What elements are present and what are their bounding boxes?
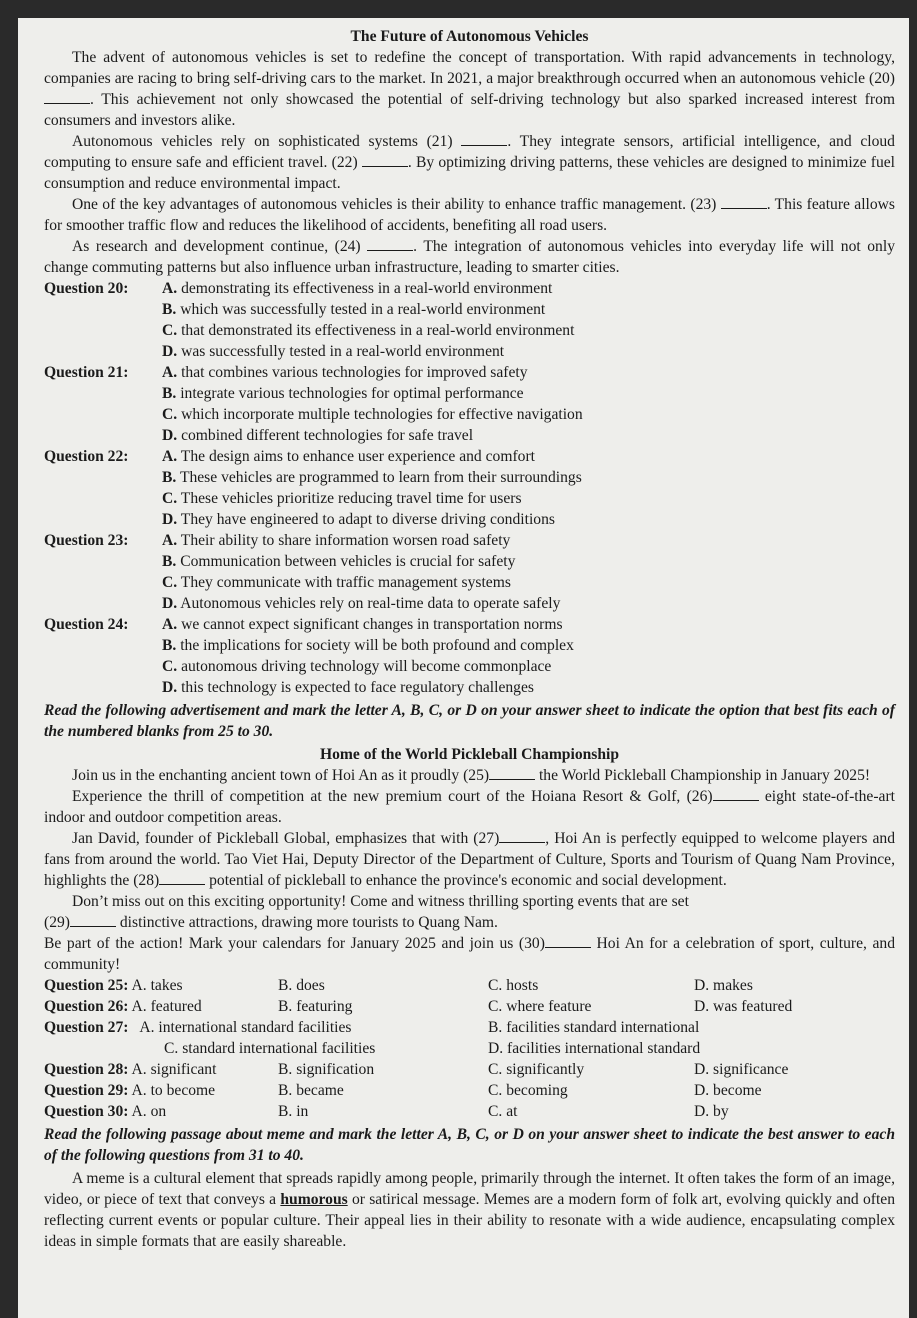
- blank-22: [362, 152, 408, 167]
- instruction-25-30: Read the following advertisement and mark the letter A, B, C, or D on your answer sheet to indicate the option that best fits each of the numbered blanks from 25 to 30.: [44, 702, 895, 740]
- exam-sheet: [18, 18, 909, 1318]
- underlined-word: humorous: [280, 1191, 348, 1208]
- passage2-paragraph: Be part of the action! Mark your calendars for January 2025 and join us (30) Hoi An for a celebration of sport, culture, and community!: [44, 935, 895, 973]
- passage2-title: Home of the World Pickleball Championship: [319, 746, 620, 763]
- question-label: Question 20:: [44, 280, 129, 297]
- answer-option: B. which was successfully tested in a real-world environment: [162, 301, 546, 318]
- answer-option: B. Communication between vehicles is crucial for safety: [162, 553, 516, 570]
- answer-option: A. Their ability to share information worsen road safety: [162, 532, 511, 549]
- question-row: Question 30: A. on B. in C. at D. by: [44, 1103, 729, 1120]
- blank-26: [713, 786, 759, 801]
- question-row: Question 28: A. significant B. signification C. significantly D. significance: [44, 1061, 789, 1078]
- passage1-paragraph: As research and development continue, (24) . The integration of autonomous vehicles into everyday life will not only change commuting patterns but also influence urban infrastructure, leading to smarter cities.: [44, 238, 895, 276]
- blank-23: [721, 194, 767, 209]
- answer-option: C. autonomous driving technology will become commonplace: [162, 658, 552, 675]
- question-block: [44, 278, 895, 362]
- blank-20: [44, 89, 90, 104]
- blank-27: [499, 828, 545, 843]
- answer-option: C. that demonstrated its effectiveness in a real-world environment: [162, 322, 575, 339]
- answer-option: C. They communicate with traffic management systems: [162, 574, 511, 591]
- passage1-paragraph: The advent of autonomous vehicles is set to redefine the concept of transportation. With rapid advancements in technology, companies are racing to bring self-driving cars to the market. In 2021, a major breakthrough occurred when an autonomous vehicle (20) . This achievement not only showcased the potential of self-driving technology but also sparked increased interest from consumers and investors alike.: [44, 49, 895, 129]
- passage1-paragraph: Autonomous vehicles rely on sophisticated systems (21) . They integrate sensors, artificial intelligence, and cloud computing to ensure safe and efficient travel. (22) . By optimizing driving patterns, these vehicles are designed to minimize fuel consumption and reduce environmental impact.: [44, 133, 896, 192]
- blank-29: [70, 912, 116, 927]
- question-block: [44, 446, 895, 530]
- blank-25: [489, 765, 535, 780]
- answer-option: D. this technology is expected to face regulatory challenges: [162, 679, 534, 696]
- passage2-paragraph: Don’t miss out on this exciting opportunity! Come and witness thrilling sporting events that are set: [72, 893, 689, 910]
- question-label: Question 21:: [44, 364, 129, 381]
- question-label: Question 23:: [44, 532, 129, 549]
- answer-option: A. The design aims to enhance user experience and comfort: [162, 448, 535, 465]
- question-label: Question 24:: [44, 616, 129, 633]
- answer-option: B. integrate various technologies for optimal performance: [162, 385, 524, 402]
- question-row: Question 26: A. featured B. featuring C. where feature D. was featured: [44, 998, 793, 1015]
- question-block: [44, 530, 895, 614]
- passage1-title: The Future of Autonomous Vehicles: [350, 28, 589, 45]
- answer-option: D. Autonomous vehicles rely on real-time data to operate safely: [162, 595, 561, 612]
- passage2-paragraph: Join us in the enchanting ancient town of Hoi An as it proudly (25) the World Pickleball Championship in January 2025!: [72, 767, 871, 784]
- question-block: [44, 362, 895, 446]
- answer-option: D. They have engineered to adapt to diverse driving conditions: [162, 511, 555, 528]
- question-row: Question 25: A. takes B. does C. hosts D. makes: [44, 977, 753, 994]
- questions-20-24: [44, 278, 895, 698]
- passage2-paragraph: (29) distinctive attractions, drawing more tourists to Quang Nam.: [44, 914, 498, 931]
- answer-option: B. the implications for society will be both profound and complex: [162, 637, 574, 654]
- passage1-paragraph: One of the key advantages of autonomous vehicles is their ability to enhance traffic management. (23) . This feature allows for smoother traffic flow and reduces the likelihood of accidents, benefiting all road users.: [44, 196, 895, 234]
- instruction-31-40: Read the following passage about meme and mark the letter A, B, C, or D on your answer sheet to indicate the best answer to each of the following questions from 31 to 40.: [44, 1126, 895, 1164]
- questions-25-30: [44, 975, 895, 1122]
- blank-21: [461, 131, 507, 146]
- passage2-paragraph: Experience the thrill of competition at the new premium court of the Hoiana Resort & Golf, (26) eight state-of-the-art indoor and outdoor competition areas.: [44, 788, 895, 826]
- question-label: Question 22:: [44, 448, 129, 465]
- blank-24: [367, 236, 413, 251]
- answer-option: D. combined different technologies for safe travel: [162, 427, 474, 444]
- answer-option: D. was successfully tested in a real-world environment: [162, 343, 505, 360]
- question-row: Question 29: A. to become B. became C. becoming D. become: [44, 1082, 762, 1099]
- answer-option: A. demonstrating its effectiveness in a real-world environment: [162, 280, 553, 297]
- question-row: Question 27: A. international standard facilities B. facilities standard international: [44, 1019, 700, 1036]
- answer-option: A. we cannot expect significant changes in transportation norms: [162, 616, 563, 633]
- answer-option: A. that combines various technologies for improved safety: [162, 364, 528, 381]
- answer-option: C. These vehicles prioritize reducing travel time for users: [162, 490, 522, 507]
- blank-30: [545, 933, 591, 948]
- question-block: [44, 614, 895, 698]
- answer-option: B. These vehicles are programmed to learn from their surroundings: [162, 469, 582, 486]
- answer-option: C. which incorporate multiple technologies for effective navigation: [162, 406, 583, 423]
- passage2-paragraph: Jan David, founder of Pickleball Global, emphasizes that with (27) , Hoi An is perfectly equipped to welcome players and fans from around the world. Tao Viet Hai, Deputy Director of the Department of Culture, Sports and Tourism of Quang Nam Province, highlights the (28) potential of pickleball to enhance the province's economic and social development.: [44, 830, 895, 889]
- question-row: C. standard international facilities D. facilities international standard: [164, 1040, 701, 1057]
- passage3-paragraph: A meme is a cultural element that spreads rapidly among people, primarily through the internet. It often takes the form of an image, video, or piece of text that conveys a humorous or satirical message. Memes are a modern form of folk art, evolving quickly and often reflecting current events or popular culture. Their appeal lies in their ability to resonate with a wide audience, encapsulating complex ideas in simple formats that are easily shareable.: [44, 1170, 895, 1250]
- blank-28: [159, 870, 205, 885]
